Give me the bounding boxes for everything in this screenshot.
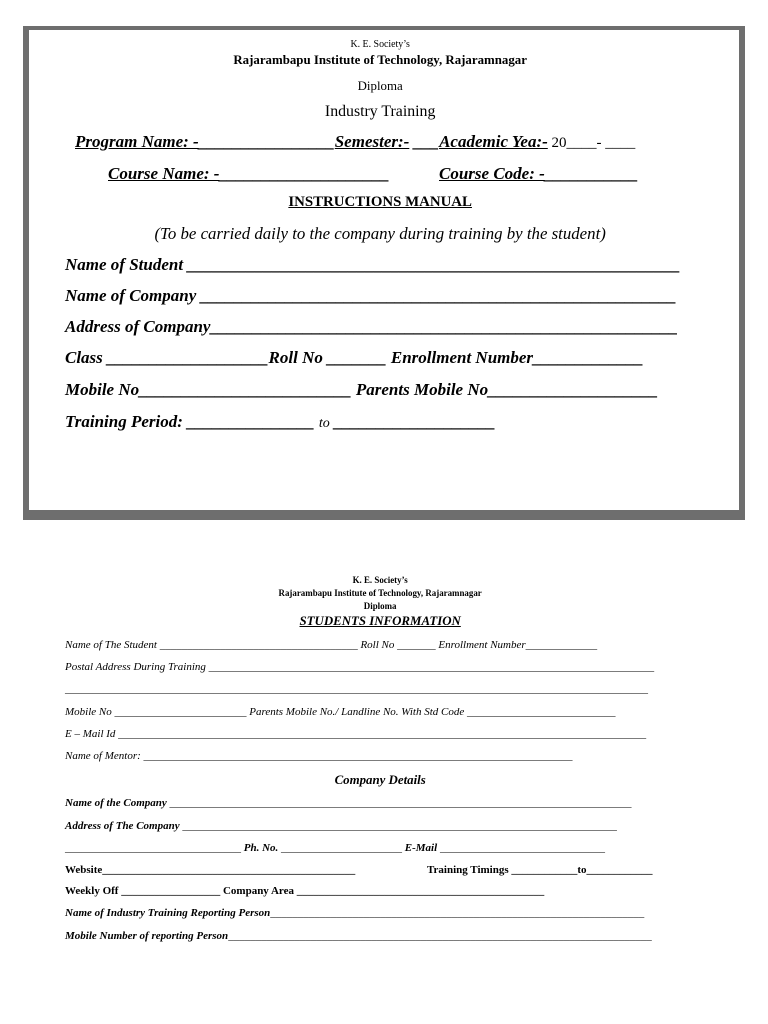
training-timings-row[interactable]: Training Timings ____________to____________ xyxy=(427,864,653,876)
info-diploma-label: Diploma xyxy=(363,601,397,611)
reporting-mobile-label: Mobile Number of reporting Person xyxy=(65,930,229,942)
postal-address-row[interactable]: Postal Address During Training _________________________________________________________________________________ xyxy=(65,661,655,673)
class-field[interactable]: ___________________ xyxy=(102,348,269,367)
parents-mobile-label: Parents Mobile No xyxy=(355,380,489,399)
reporting-person-row xyxy=(65,908,644,919)
student-name-field[interactable]: __________________________________________________________ xyxy=(183,255,681,274)
address-continuation-field[interactable]: ________________________________ xyxy=(65,842,244,854)
mobile-label: Mobile No xyxy=(65,380,140,399)
students-information-title: STUDENTS INFORMATION xyxy=(299,613,461,628)
info-institute-name: Rajarambapu Institute of Technology, Rajaramnagar xyxy=(278,588,482,598)
course-code-group xyxy=(439,165,638,182)
academic-year-field[interactable]: 20____- ____ xyxy=(547,135,636,151)
program-row xyxy=(75,133,635,151)
roll-no-label: Roll No xyxy=(268,348,323,367)
roll-no-field[interactable]: _______ xyxy=(322,348,391,367)
parents-mobile-field[interactable]: ____________________ xyxy=(488,380,659,399)
training-period-from-field[interactable]: _______________ xyxy=(182,412,319,431)
course-name-field[interactable]: ____________________ xyxy=(219,164,390,183)
company-name-label: Name of Company xyxy=(65,286,197,305)
email-row[interactable]: E – Mail Id ________________________________________________________________________________________________ xyxy=(65,728,647,740)
program-name-label: Program Name: - xyxy=(75,132,199,151)
course-row xyxy=(108,165,389,182)
training-period-row xyxy=(65,413,496,431)
enrollment-label: Enrollment Number xyxy=(390,348,534,367)
diploma-label: Diploma xyxy=(357,78,403,93)
course-name-label: Course Name: - xyxy=(108,164,220,183)
program-name-field[interactable]: ________________ xyxy=(198,132,335,151)
semester-field[interactable]: ___ xyxy=(409,132,440,151)
info-society-name: K. E. Society’s xyxy=(352,575,408,585)
class-label: Class xyxy=(65,348,103,367)
info-company-name-row xyxy=(65,798,632,809)
student-name-row xyxy=(65,256,680,273)
mobile-details-row[interactable]: Mobile No ________________________ Parents Mobile No./ Landline No. With Std Code ___________________________ xyxy=(65,706,616,718)
industry-training-heading: Industry Training xyxy=(324,103,436,120)
info-company-address-field[interactable]: _______________________________________________________________________________ xyxy=(179,820,617,832)
phone-label: Ph. No. xyxy=(243,842,279,854)
company-name-row xyxy=(65,287,677,304)
website-row[interactable]: Website______________________________________________ xyxy=(65,864,356,876)
training-period-label: Training Period: xyxy=(65,412,183,431)
student-name-label: Name of Student xyxy=(65,255,184,274)
institute-name: Rajarambapu Institute of Technology, Rajaramnagar xyxy=(233,52,527,67)
mobile-field[interactable]: _________________________ xyxy=(139,380,356,399)
student-details-row[interactable]: Name of The Student ____________________________________ Roll No _______ Enrollment Number_____________ xyxy=(65,639,598,651)
training-period-to-label: to xyxy=(318,416,330,431)
course-code-label: Course Code: - xyxy=(439,164,545,183)
academic-year-label: Academic Yea:- xyxy=(439,132,548,151)
reporting-mobile-row xyxy=(65,931,652,942)
mobile-row xyxy=(65,381,658,398)
enrollment-field[interactable]: _____________ xyxy=(533,348,644,367)
reporting-person-field[interactable]: ____________________________________________________________________ xyxy=(270,907,645,919)
course-code-field[interactable]: ___________ xyxy=(544,164,639,183)
phone-email-row xyxy=(65,843,605,854)
postal-address-continuation[interactable]: __________________________________________________________________________________________________________ xyxy=(65,683,648,695)
society-name: K. E. Society’s xyxy=(350,39,410,50)
company-email-field[interactable]: ______________________________ xyxy=(437,842,605,854)
class-roll-row xyxy=(65,349,644,366)
mentor-row[interactable]: Name of Mentor: ______________________________________________________________________________ xyxy=(65,750,573,762)
company-address-field[interactable]: _______________________________________________________ xyxy=(210,317,678,336)
company-email-label: E-Mail xyxy=(404,842,438,854)
instructions-manual-note: (To be carried daily to the company during training by the student) xyxy=(154,224,606,243)
company-address-label: Address of Company xyxy=(65,317,211,336)
semester-label: Semester:- xyxy=(334,132,410,151)
company-address-row xyxy=(65,318,678,335)
instructions-manual-title: INSTRUCTIONS MANUAL xyxy=(288,194,472,210)
info-company-address-label: Address of The Company xyxy=(65,820,180,832)
info-company-name-label: Name of the Company xyxy=(65,797,167,809)
company-name-field[interactable]: ________________________________________________________ xyxy=(196,286,677,305)
training-period-to-field[interactable]: ___________________ xyxy=(329,412,496,431)
reporting-person-label: Name of Industry Training Reporting Person xyxy=(65,907,271,919)
phone-field[interactable]: ______________________ xyxy=(278,842,405,854)
info-company-name-field[interactable]: ____________________________________________________________________________________ xyxy=(166,797,632,809)
company-details-title: Company Details xyxy=(334,772,426,787)
weekly-off-row[interactable]: Weekly Off __________________ Company Area _____________________________________________ xyxy=(65,885,545,897)
info-company-address-row xyxy=(65,821,617,832)
reporting-mobile-field[interactable]: _____________________________________________________________________________ xyxy=(228,930,652,942)
